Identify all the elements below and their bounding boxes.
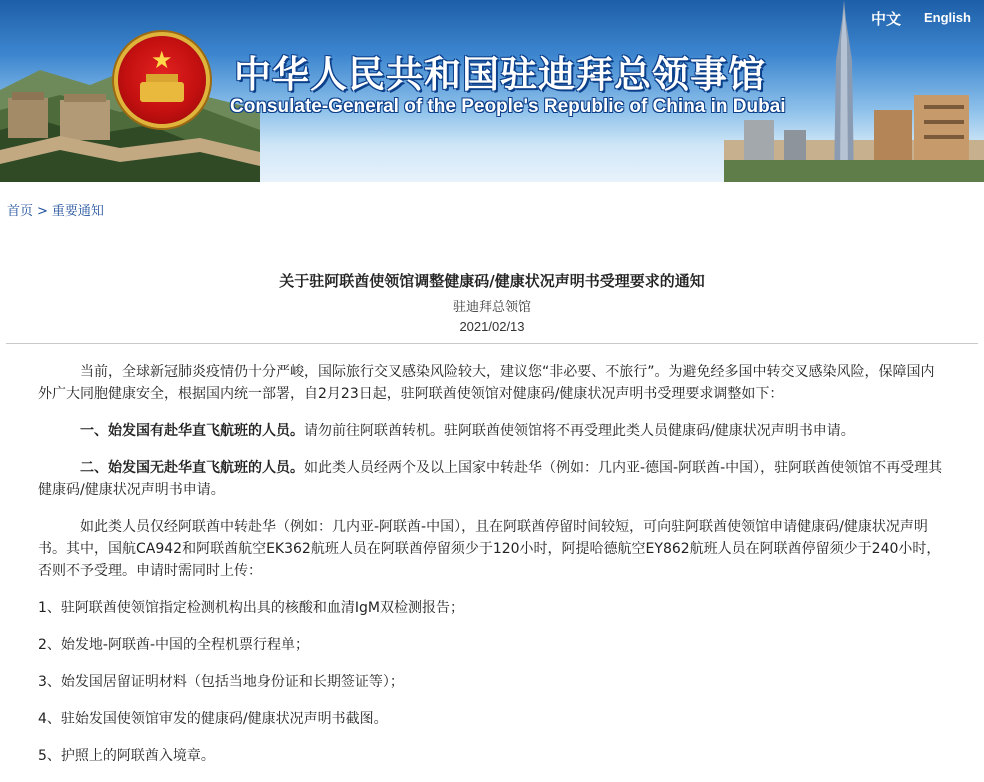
site-title-en: Consulate-General of the People's Republic of China in Dubai [230,96,786,117]
paragraph-section-1 [38,420,948,442]
breadcrumb-section-link[interactable]: 重要通知 [51,204,104,219]
lang-english-link[interactable]: English [924,10,971,25]
divider [6,343,978,344]
list-item: 3、始发国居留证明材料（包括当地身份证和长期签证等）； [38,674,404,690]
breadcrumb-home-link[interactable]: 首页 [7,204,34,219]
article-date: 2021/02/13 [459,319,525,334]
list-item: 1、驻阿联酋使领馆指定检测机构出具的核酸和血清IgM双检测报告； [38,600,465,616]
national-emblem-icon: ★ [118,36,206,124]
section-2-text: 如此类人员经两个及以上国家中转赴华（例如：几内亚-德国-阿联酋-中国），驻阿联酋使领馆不再受理其健康码/健康状况声明书申请。 [38,460,943,498]
site-title-cn: 中华人民共和国驻迪拜总领事馆 [234,53,766,96]
dubai-skyline-image [724,0,984,182]
breadcrumb-separator: > [37,204,48,219]
paragraph-intro: 当前，全球新冠肺炎疫情仍十分严峻，国际旅行交叉感染风险较大，建议您“非必要、不旅行”。为避免经多国中转交叉感染风险，保障国内外广大同胞健康安全，根据国内统一部署，自2月23日起，驻阿联酋使领馆对健康码/健康状况声明书受理要求调整如下： [38,364,935,402]
section-2-heading: 二、始发国无赴华直飞航班的人员。 [80,460,304,476]
section-1-heading: 一、始发国有赴华直飞航班的人员。 [80,423,304,439]
lang-chinese-link[interactable]: 中文 [871,10,902,28]
list-item: 4、驻始发国使领馆审发的健康码/健康状况声明书截图。 [38,711,388,727]
list-item: 5、护照上的阿联酋入境章。 [38,748,215,764]
list-item: 2、始发地-阿联酋-中国的全程机票行程单； [38,637,310,653]
header-banner [0,0,984,182]
article-source: 驻迪拜总领馆 [452,300,531,315]
paragraph-section-2 [38,457,948,501]
article-body [38,361,948,782]
paragraph-requirements: 如此类人员仅经阿联酋中转赴华（例如：几内亚-阿联酋-中国），且在阿联酋停留时间较短，可向驻阿联酋使领馆申请健康码/健康状况声明书。其中，国航CA942和阿联酋航空EK362航班人员在阿联酋停留须少于120小时，阿提哈德航空EY862航班人员在阿联酋停留须少于240小时，否则不予受理。申请时需同时上传： [38,519,941,579]
article-title: 关于驻阿联酋使领馆调整健康码/健康状况声明书受理要求的通知 [279,272,705,290]
breadcrumb [7,200,104,219]
section-1-text: 请勿前往阿联酋转机。驻阿联酋使领馆将不再受理此类人员健康码/健康状况声明书申请。 [304,423,855,439]
